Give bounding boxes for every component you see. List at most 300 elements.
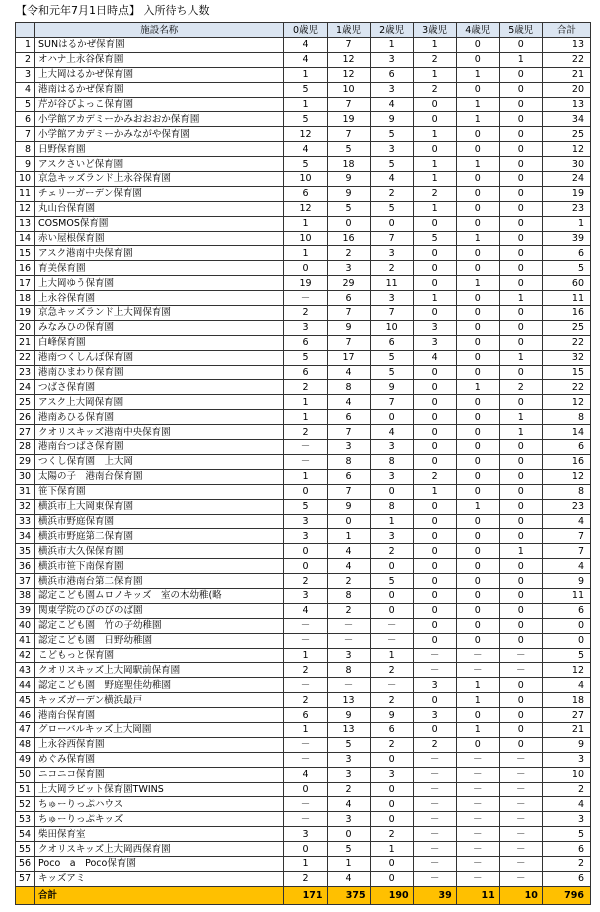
age2-count: 3 — [370, 469, 413, 484]
table-row — [16, 335, 591, 350]
age0-count: 3 — [284, 320, 327, 335]
row-total: 19 — [542, 186, 590, 201]
row-total: 13 — [542, 38, 590, 53]
age1-count: 6 — [327, 469, 370, 484]
age5-count: 0 — [499, 588, 542, 603]
age2-count: 0 — [370, 812, 413, 827]
age5-count: － — [499, 856, 542, 871]
row-number: 10 — [16, 172, 35, 187]
age5-count: 0 — [499, 97, 542, 112]
table-row — [16, 722, 591, 737]
age1-count: 3 — [327, 261, 370, 276]
age2-count: 5 — [370, 350, 413, 365]
age0-count: 0 — [284, 559, 327, 574]
facility-name: 小学館アカデミーかみおおおか保育園 — [35, 112, 284, 127]
age2-count: 1 — [370, 514, 413, 529]
table-row — [16, 97, 591, 112]
age5-count: 0 — [499, 38, 542, 53]
age5-count: 2 — [499, 380, 542, 395]
row-total: 0 — [542, 633, 590, 648]
table-row — [16, 52, 591, 67]
table-row — [16, 797, 591, 812]
facility-name: 丸山台保育園 — [35, 201, 284, 216]
age5-count: 0 — [499, 320, 542, 335]
age1-count: 5 — [327, 842, 370, 857]
age5-count: 1 — [499, 410, 542, 425]
age3-count: 1 — [413, 38, 456, 53]
age5-count: 1 — [499, 291, 542, 306]
row-total: 4 — [542, 678, 590, 693]
facility-name: 横浜市港南台第二保育園 — [35, 574, 284, 589]
age4-count: 0 — [456, 425, 499, 440]
table-row — [16, 38, 591, 53]
age3-count: 0 — [413, 306, 456, 321]
age3-count: 0 — [413, 112, 456, 127]
age3-count: 2 — [413, 737, 456, 752]
age3-count: － — [413, 827, 456, 842]
facility-name: 認定こども園 竹の子幼稚園 — [35, 618, 284, 633]
row-total: 21 — [542, 722, 590, 737]
table-row — [16, 812, 591, 827]
age2-count: 5 — [370, 574, 413, 589]
age2-count: 3 — [370, 291, 413, 306]
facility-name: 上大岡ゆう保育園 — [35, 276, 284, 291]
age4-count: 1 — [456, 722, 499, 737]
facility-name: クオリスキッズ上大岡西保育園 — [35, 842, 284, 857]
totals-age2: 190 — [370, 886, 413, 904]
age5-count: 0 — [499, 559, 542, 574]
table-row — [16, 67, 591, 82]
age5-count: 0 — [499, 335, 542, 350]
row-number: 18 — [16, 291, 35, 306]
waitlist-table — [15, 22, 591, 905]
age4-count: 1 — [456, 112, 499, 127]
age4-count: － — [456, 827, 499, 842]
age3-count: 1 — [413, 172, 456, 187]
header-total: 合計 — [542, 23, 590, 38]
age5-count: 0 — [499, 395, 542, 410]
row-number: 26 — [16, 410, 35, 425]
header-age3: 3歳児 — [413, 23, 456, 38]
row-total: 12 — [542, 142, 590, 157]
age0-count: 3 — [284, 827, 327, 842]
age0-count: 3 — [284, 588, 327, 603]
facility-name: 日野保育園 — [35, 142, 284, 157]
facility-name: 笹下保育園 — [35, 484, 284, 499]
age0-count: 2 — [284, 574, 327, 589]
age2-count: 11 — [370, 276, 413, 291]
age0-count: 0 — [284, 782, 327, 797]
age3-count: － — [413, 797, 456, 812]
age0-count: 6 — [284, 186, 327, 201]
age1-count: 9 — [327, 320, 370, 335]
age0-count: － — [284, 812, 327, 827]
age4-count: 0 — [456, 454, 499, 469]
age2-count: 5 — [370, 365, 413, 380]
table-row — [16, 693, 591, 708]
age1-count: 9 — [327, 708, 370, 723]
age3-count: 0 — [413, 97, 456, 112]
age1-count: 9 — [327, 186, 370, 201]
age0-count: 2 — [284, 871, 327, 886]
row-total: 25 — [542, 127, 590, 142]
age3-count: － — [413, 767, 456, 782]
header-facility: 施設名称 — [35, 23, 284, 38]
table-row — [16, 484, 591, 499]
age0-count: 5 — [284, 350, 327, 365]
age0-count: 1 — [284, 410, 327, 425]
table-row — [16, 380, 591, 395]
totals-label: 合計 — [35, 886, 284, 904]
age4-count: 1 — [456, 276, 499, 291]
row-total: 32 — [542, 350, 590, 365]
age5-count: 0 — [499, 276, 542, 291]
facility-name: キッズアミ — [35, 871, 284, 886]
age3-count: － — [413, 871, 456, 886]
row-total: 6 — [542, 440, 590, 455]
facility-name: 上大岡はるかぜ保育園 — [35, 67, 284, 82]
age1-count: 4 — [327, 559, 370, 574]
age4-count: 1 — [456, 499, 499, 514]
row-total: 6 — [542, 871, 590, 886]
age0-count: － — [284, 454, 327, 469]
age2-count: 1 — [370, 648, 413, 663]
age0-count: － — [284, 440, 327, 455]
table-row — [16, 678, 591, 693]
age5-count: 0 — [499, 722, 542, 737]
table-row — [16, 157, 591, 172]
age2-count: 2 — [370, 827, 413, 842]
row-total: 4 — [542, 514, 590, 529]
age2-count: 7 — [370, 231, 413, 246]
age1-count: 9 — [327, 499, 370, 514]
age0-count: 19 — [284, 276, 327, 291]
age5-count: 0 — [499, 365, 542, 380]
row-number: 28 — [16, 440, 35, 455]
age5-count: 0 — [499, 246, 542, 261]
row-number: 22 — [16, 350, 35, 365]
age1-count: 0 — [327, 827, 370, 842]
age3-count: 0 — [413, 618, 456, 633]
age2-count: 9 — [370, 380, 413, 395]
row-total: 18 — [542, 693, 590, 708]
age2-count: 8 — [370, 499, 413, 514]
row-total: 22 — [542, 380, 590, 395]
age5-count: － — [499, 782, 542, 797]
age4-count: 0 — [456, 142, 499, 157]
age5-count: 0 — [499, 693, 542, 708]
facility-name: 認定こども園 野庭聖佳幼稚園 — [35, 678, 284, 693]
age3-count: 0 — [413, 410, 456, 425]
facility-name: オハナ上永谷保育園 — [35, 52, 284, 67]
age4-count: 0 — [456, 127, 499, 142]
age4-count: 0 — [456, 261, 499, 276]
age2-count: 2 — [370, 737, 413, 752]
row-number: 41 — [16, 633, 35, 648]
row-number: 13 — [16, 216, 35, 231]
age1-count: 16 — [327, 231, 370, 246]
header-row — [16, 23, 591, 38]
table-row — [16, 856, 591, 871]
age5-count: 0 — [499, 142, 542, 157]
age5-count: 0 — [499, 127, 542, 142]
age0-count: 12 — [284, 127, 327, 142]
row-total: 21 — [542, 67, 590, 82]
age2-count: 4 — [370, 97, 413, 112]
table-row — [16, 648, 591, 663]
facility-name: 認定こども園ムロノキッズ 室の木幼稚(略 — [35, 588, 284, 603]
row-number: 50 — [16, 767, 35, 782]
header-age5: 5歳児 — [499, 23, 542, 38]
facility-name: みなみひの保育園 — [35, 320, 284, 335]
totals-row — [16, 886, 591, 904]
age5-count: 1 — [499, 52, 542, 67]
age5-count: 0 — [499, 306, 542, 321]
age3-count: 0 — [413, 440, 456, 455]
age4-count: 1 — [456, 693, 499, 708]
table-row — [16, 216, 591, 231]
age4-count: 0 — [456, 246, 499, 261]
table-caption: 【令和元年7月1日時点】 入所待ち人数 — [16, 4, 210, 17]
age5-count: － — [499, 767, 542, 782]
age2-count: 0 — [370, 782, 413, 797]
facility-name: アスク上大岡保育園 — [35, 395, 284, 410]
row-number: 15 — [16, 246, 35, 261]
row-total: 11 — [542, 588, 590, 603]
age4-count: 0 — [456, 365, 499, 380]
age4-count: 0 — [456, 559, 499, 574]
age0-count: 4 — [284, 52, 327, 67]
age1-count: 3 — [327, 812, 370, 827]
table-row — [16, 618, 591, 633]
row-total: 12 — [542, 395, 590, 410]
table-row — [16, 842, 591, 857]
age4-count: 0 — [456, 514, 499, 529]
age3-count: 5 — [413, 231, 456, 246]
age3-count: 0 — [413, 574, 456, 589]
row-total: 24 — [542, 172, 590, 187]
age3-count: 0 — [413, 380, 456, 395]
row-total: 5 — [542, 827, 590, 842]
table-row — [16, 276, 591, 291]
age1-count: 10 — [327, 82, 370, 97]
age3-count: 0 — [413, 529, 456, 544]
age1-count: － — [327, 618, 370, 633]
age2-count: 5 — [370, 157, 413, 172]
facility-name: 上永谷保育園 — [35, 291, 284, 306]
facility-name: クオリスキッズ上大岡駅前保育園 — [35, 663, 284, 678]
age2-count: 3 — [370, 767, 413, 782]
age4-count: 0 — [456, 201, 499, 216]
row-number: 17 — [16, 276, 35, 291]
row-number: 23 — [16, 365, 35, 380]
age0-count: 1 — [284, 97, 327, 112]
age1-count: 13 — [327, 722, 370, 737]
row-number: 32 — [16, 499, 35, 514]
age1-count: － — [327, 678, 370, 693]
age2-count: 3 — [370, 142, 413, 157]
table-row — [16, 410, 591, 425]
age4-count: 0 — [456, 320, 499, 335]
age3-count: 0 — [413, 559, 456, 574]
row-total: 16 — [542, 306, 590, 321]
age5-count: 0 — [499, 603, 542, 618]
age4-count: － — [456, 663, 499, 678]
age2-count: 0 — [370, 856, 413, 871]
row-total: 5 — [542, 261, 590, 276]
facility-name: キッズガーデン横浜最戸 — [35, 693, 284, 708]
table-row — [16, 425, 591, 440]
table-row — [16, 469, 591, 484]
age3-count: 0 — [413, 246, 456, 261]
table-row — [16, 767, 591, 782]
age2-count: 3 — [370, 246, 413, 261]
facility-name: 小学館アカデミーかみながや保育園 — [35, 127, 284, 142]
table-body — [16, 38, 591, 887]
age0-count: 3 — [284, 514, 327, 529]
age0-count: 5 — [284, 82, 327, 97]
age4-count: 0 — [456, 588, 499, 603]
age5-count: 0 — [499, 231, 542, 246]
age3-count: 2 — [413, 186, 456, 201]
age1-count: 3 — [327, 648, 370, 663]
row-number: 2 — [16, 52, 35, 67]
row-total: 4 — [542, 559, 590, 574]
table-row — [16, 306, 591, 321]
facility-name: ちゅーりっぷハウス — [35, 797, 284, 812]
age0-count: 1 — [284, 648, 327, 663]
age5-count: 0 — [499, 440, 542, 455]
age5-count: 0 — [499, 529, 542, 544]
row-number: 56 — [16, 856, 35, 871]
table-row — [16, 127, 591, 142]
age0-count: 6 — [284, 365, 327, 380]
age2-count: 2 — [370, 663, 413, 678]
row-number: 57 — [16, 871, 35, 886]
row-total: 6 — [542, 842, 590, 857]
age0-count: 0 — [284, 484, 327, 499]
age4-count: 0 — [456, 708, 499, 723]
table-row — [16, 603, 591, 618]
age2-count: － — [370, 678, 413, 693]
facility-name: 関東学院のびのびのば園 — [35, 603, 284, 618]
age1-count: 3 — [327, 440, 370, 455]
table-row — [16, 186, 591, 201]
age3-count: 1 — [413, 201, 456, 216]
facility-name: 横浜市上大岡東保育園 — [35, 499, 284, 514]
age5-count: 0 — [499, 737, 542, 752]
age1-count: 1 — [327, 529, 370, 544]
row-number: 8 — [16, 142, 35, 157]
age3-count: 3 — [413, 708, 456, 723]
age4-count: 0 — [456, 469, 499, 484]
age0-count: 1 — [284, 246, 327, 261]
facility-name: Poco a Poco保育園 — [35, 856, 284, 871]
age3-count: 0 — [413, 722, 456, 737]
age0-count: 2 — [284, 663, 327, 678]
age2-count: 0 — [370, 410, 413, 425]
table-row — [16, 350, 591, 365]
table-row — [16, 365, 591, 380]
table-row — [16, 559, 591, 574]
row-number: 27 — [16, 425, 35, 440]
row-total: 4 — [542, 797, 590, 812]
age0-count: 6 — [284, 708, 327, 723]
facility-name: 横浜市大久保保育園 — [35, 544, 284, 559]
age2-count: 8 — [370, 454, 413, 469]
age4-count: － — [456, 648, 499, 663]
row-number: 7 — [16, 127, 35, 142]
age3-count: 0 — [413, 261, 456, 276]
row-number: 51 — [16, 782, 35, 797]
facility-name: 柴田保育室 — [35, 827, 284, 842]
age5-count: 0 — [499, 633, 542, 648]
row-number: 12 — [16, 201, 35, 216]
row-total: 23 — [542, 499, 590, 514]
age2-count: 4 — [370, 425, 413, 440]
age5-count: － — [499, 648, 542, 663]
age1-count: 2 — [327, 574, 370, 589]
age0-count: 1 — [284, 395, 327, 410]
facility-name: チェリーガーデン保育園 — [35, 186, 284, 201]
row-number: 36 — [16, 559, 35, 574]
facility-name: クオリスキッズ港南中央保育園 — [35, 425, 284, 440]
age5-count: － — [499, 871, 542, 886]
age1-count: 4 — [327, 871, 370, 886]
row-total: 12 — [542, 663, 590, 678]
age1-count: 4 — [327, 544, 370, 559]
age3-count: 0 — [413, 216, 456, 231]
age2-count: 3 — [370, 529, 413, 544]
row-number: 37 — [16, 574, 35, 589]
age5-count: 0 — [499, 261, 542, 276]
table-row — [16, 320, 591, 335]
row-total: 16 — [542, 454, 590, 469]
age1-count: － — [327, 633, 370, 648]
totals-number-cell — [16, 886, 35, 904]
age4-count: 0 — [456, 603, 499, 618]
age0-count: － — [284, 797, 327, 812]
age3-count: － — [413, 782, 456, 797]
totals-age1: 375 — [327, 886, 370, 904]
age1-count: 7 — [327, 484, 370, 499]
age4-count: 1 — [456, 231, 499, 246]
facility-name: 横浜市野庭第二保育園 — [35, 529, 284, 544]
age4-count: 1 — [456, 678, 499, 693]
table-row — [16, 544, 591, 559]
totals-age0: 171 — [284, 886, 327, 904]
age5-count: － — [499, 827, 542, 842]
row-total: 30 — [542, 157, 590, 172]
facility-name: つばさ保育園 — [35, 380, 284, 395]
age1-count: 2 — [327, 603, 370, 618]
row-total: 34 — [542, 112, 590, 127]
facility-name: 芹が谷ぴよっこ保育園 — [35, 97, 284, 112]
facility-name: 横浜市野庭保育園 — [35, 514, 284, 529]
age3-count: － — [413, 842, 456, 857]
row-number: 45 — [16, 693, 35, 708]
age2-count: 3 — [370, 440, 413, 455]
age3-count: 0 — [413, 499, 456, 514]
age4-count: 0 — [456, 633, 499, 648]
age1-count: 17 — [327, 350, 370, 365]
row-number: 20 — [16, 320, 35, 335]
age5-count: 0 — [499, 454, 542, 469]
age2-count: 1 — [370, 842, 413, 857]
row-number: 3 — [16, 67, 35, 82]
age4-count: － — [456, 797, 499, 812]
row-number: 14 — [16, 231, 35, 246]
